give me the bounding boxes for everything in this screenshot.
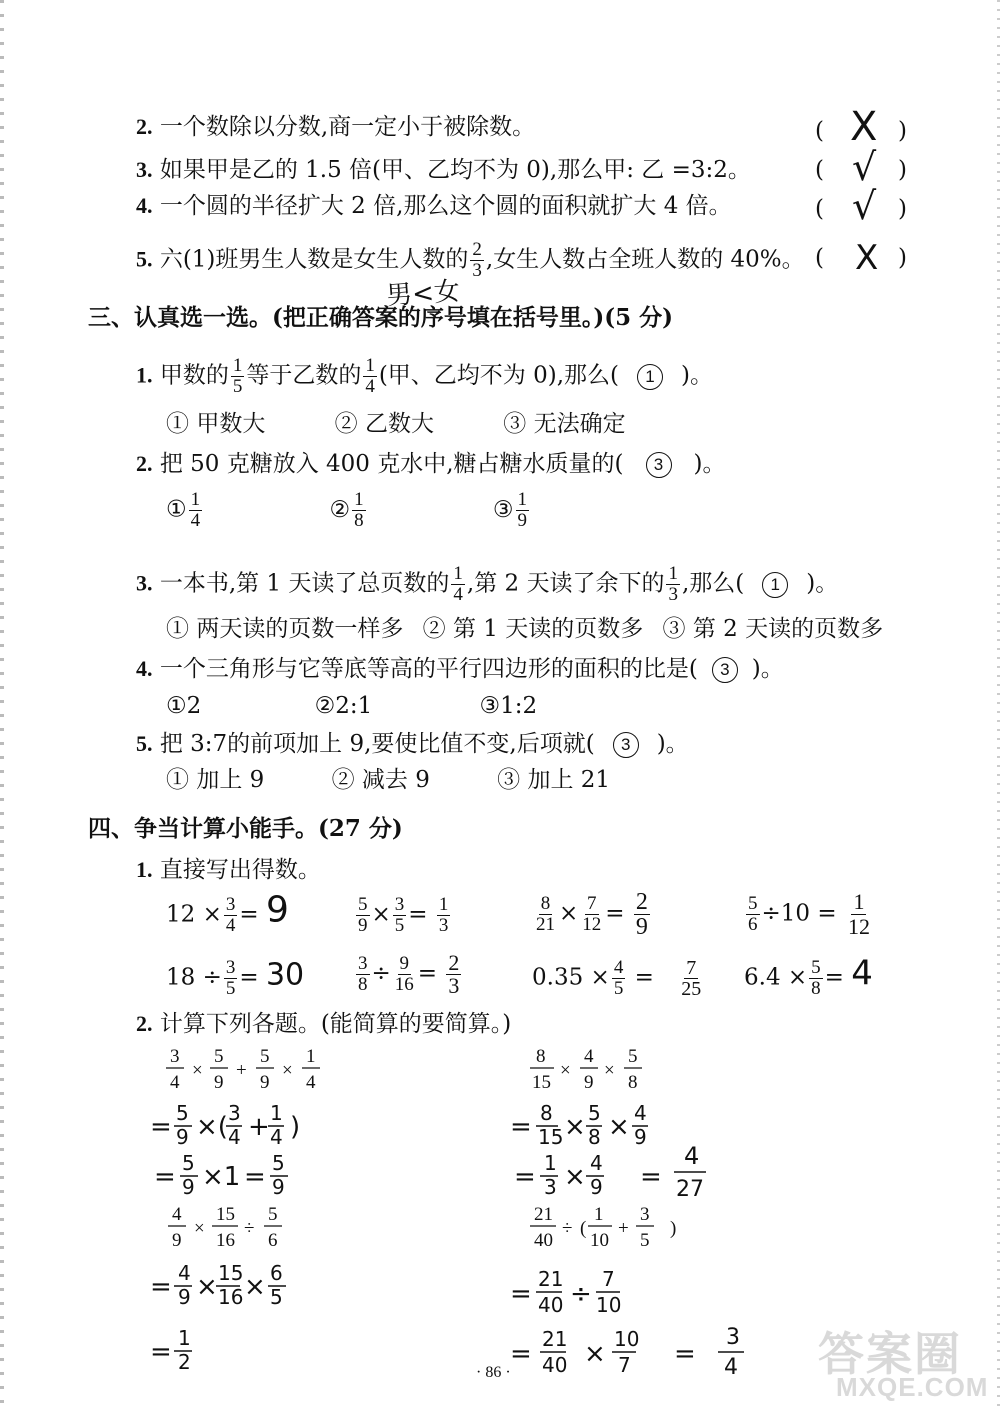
svg-text:1: 1 xyxy=(544,1151,557,1175)
check-mark-answer: √ xyxy=(852,145,877,189)
watermark-url: MXQE.COM xyxy=(836,1372,989,1402)
choice-question-5: 5. 把 3:7的前项加上 9,要使比值不变,后项就( 3 )。 xyxy=(136,731,689,757)
svg-text:): ) xyxy=(670,1218,677,1239)
svg-text:9: 9 xyxy=(260,1072,270,1093)
svg-text:3: 3 xyxy=(170,1046,180,1067)
svg-text:×: × xyxy=(584,1339,606,1369)
svg-text:×: × xyxy=(244,1272,266,1302)
svg-text:=: = xyxy=(640,1162,662,1192)
judge-item-2 xyxy=(136,113,535,141)
answer-circle: 1 xyxy=(637,364,663,390)
svg-text:21: 21 xyxy=(534,1204,553,1225)
item-text: 六(1)班男生人数是女生人数的 xyxy=(159,246,469,273)
svg-text:4: 4 xyxy=(228,1125,241,1149)
fraction: $\frac{1}{5}$ xyxy=(232,355,243,397)
options-q1: ① 甲数大 ② 乙数大 ③ 无法确定 xyxy=(166,411,626,437)
svg-text:4: 4 xyxy=(634,1101,647,1125)
svg-text:=: = xyxy=(150,1272,172,1302)
svg-text:×: × xyxy=(564,1162,586,1192)
svg-text:27: 27 xyxy=(676,1177,704,1202)
svg-text:4: 4 xyxy=(684,1142,700,1170)
svg-text:1: 1 xyxy=(178,1326,191,1350)
answer-paren-2: ( xyxy=(815,118,824,144)
svg-text:=: = xyxy=(150,1337,172,1367)
svg-text:4: 4 xyxy=(170,1072,180,1093)
handwritten-answer: 30 xyxy=(265,957,305,993)
paren-close: ) xyxy=(898,245,907,271)
svg-text:40: 40 xyxy=(542,1353,568,1377)
item-text: 一个数除以分数,商一定小于被除数。 xyxy=(159,114,536,140)
oral-calc-6: $\frac{3}{8}$ ÷ $\frac{9}{16}$ = $\frac{2}{3}$ xyxy=(358,950,460,998)
svg-text:40: 40 xyxy=(538,1293,564,1317)
svg-text:8: 8 xyxy=(540,1101,553,1125)
handwritten-note: 男<女 xyxy=(385,276,461,312)
handwritten-answer: $\frac{2}{3}$ xyxy=(448,950,460,998)
svg-text:21: 21 xyxy=(542,1327,568,1351)
svg-text:1: 1 xyxy=(306,1046,316,1067)
problem-c-expression xyxy=(168,1204,282,1251)
svg-text:×: × xyxy=(282,1060,293,1081)
handwritten-answer: 4 xyxy=(851,953,873,994)
svg-text:4: 4 xyxy=(590,1151,603,1175)
fraction: $\frac{2}{3}$ xyxy=(472,239,482,281)
svg-text:1: 1 xyxy=(594,1204,604,1225)
oral-calc-8: 6.4 × $\frac{5}{8}$ = 4 xyxy=(744,953,873,999)
handwritten-answer: $\frac{7}{25}$ xyxy=(681,957,702,1000)
answer-circle: 1 xyxy=(762,572,788,598)
oral-calc-3: $\frac{8}{21}$ × $\frac{7}{12}$ = $\frac{2}{9}$ xyxy=(536,889,648,940)
svg-text:×: × xyxy=(196,1272,218,1302)
answer-circle: 3 xyxy=(712,657,738,683)
svg-text:9: 9 xyxy=(178,1285,191,1309)
svg-text:15: 15 xyxy=(218,1261,244,1285)
svg-text:=: = xyxy=(674,1339,696,1369)
judge-item-3 xyxy=(136,156,751,184)
item-text: ,女生人数占全班人数的 40%。 xyxy=(485,246,805,273)
handwritten-answer: $\frac{1}{12}$ xyxy=(847,889,870,939)
page-number: · 86 · xyxy=(476,1364,511,1381)
item-number: 2. xyxy=(136,114,153,139)
svg-text:5: 5 xyxy=(260,1046,270,1067)
svg-text:+: + xyxy=(248,1112,270,1142)
handwritten-working xyxy=(150,1101,744,1380)
answer-paren-4: ( xyxy=(815,196,824,222)
item-number: 4. xyxy=(136,193,153,218)
svg-text:9: 9 xyxy=(182,1175,195,1199)
svg-text:3: 3 xyxy=(640,1204,650,1225)
item-text: 一个圆的半径扩大 2 倍,那么这个圆的面积就扩大 4 倍。 xyxy=(159,193,732,219)
svg-text:9: 9 xyxy=(634,1125,647,1149)
cross-mark-answer: X xyxy=(850,104,878,150)
handwritten-answer: $\frac{1}{3}$ xyxy=(438,894,449,936)
svg-text:4: 4 xyxy=(270,1125,283,1149)
svg-text:2: 2 xyxy=(178,1350,191,1374)
svg-text:3: 3 xyxy=(228,1101,241,1125)
item-number: 5. xyxy=(136,246,153,272)
oral-calc-4: $\frac{5}{6}$ ÷10 = $\frac{1}{12}$ xyxy=(748,889,870,939)
svg-text:4: 4 xyxy=(172,1204,182,1225)
svg-text:5: 5 xyxy=(182,1151,195,1175)
svg-text:=: = xyxy=(510,1112,532,1142)
svg-text:×: × xyxy=(564,1112,586,1142)
calculation-work-area xyxy=(140,1040,880,1380)
watermark-logo-text: 答案圈 xyxy=(818,1328,962,1380)
svg-text:40: 40 xyxy=(534,1230,553,1251)
choice-question-4: 4. 一个三角形与它等底等高的平行四边形的面积的比是( 3 )。 xyxy=(136,656,784,682)
svg-text:6: 6 xyxy=(268,1230,278,1251)
svg-text:9: 9 xyxy=(176,1125,189,1149)
svg-text:1: 1 xyxy=(270,1101,283,1125)
choice-question-1: 1. 甲数的 $\frac{1}{5}$ 等于乙数的 $\frac{1}{4}$ (甲、乙均不为 0),那么( 1 )。 xyxy=(136,355,713,397)
svg-text:×: × xyxy=(604,1060,615,1081)
svg-text:7: 7 xyxy=(602,1267,615,1291)
svg-text:5: 5 xyxy=(640,1230,650,1251)
svg-text:7: 7 xyxy=(618,1353,631,1377)
oral-calc-5: 18 ÷ $\frac{3}{5}$ = 30 xyxy=(166,957,305,999)
oral-calc-7: 0.35 × $\frac{4}{5}$ = $\frac{7}{25}$ xyxy=(532,957,702,1000)
svg-text:5: 5 xyxy=(176,1101,189,1125)
svg-text:÷: ÷ xyxy=(570,1279,592,1309)
section-4-title: 四、争当计算小能手。(27 分) xyxy=(88,815,403,842)
paren-close: ) xyxy=(898,157,907,183)
svg-text:3: 3 xyxy=(544,1175,557,1199)
options-q4: ①2 ②2:1 ③1:2 xyxy=(166,693,538,719)
oral-calc-heading: 1. 直接写出得数。 xyxy=(136,857,321,883)
fraction: $\frac{1}{4}$ xyxy=(365,355,375,397)
svg-text:×1: ×1 xyxy=(202,1162,241,1192)
svg-text:9: 9 xyxy=(272,1175,285,1199)
svg-text:8: 8 xyxy=(588,1125,601,1149)
svg-text:10: 10 xyxy=(614,1327,640,1351)
svg-text:5: 5 xyxy=(214,1046,224,1067)
svg-text:5: 5 xyxy=(628,1046,638,1067)
judge-item-5 xyxy=(136,240,805,281)
svg-text:+: + xyxy=(618,1218,629,1239)
svg-text:5: 5 xyxy=(270,1285,283,1309)
options-q2: ① $\frac{1}{4}$ ② $\frac{1}{8}$ ③ $\frac{1}{9}$ xyxy=(166,489,527,531)
problem-b-expression xyxy=(530,1046,642,1093)
answer-paren-3: ( xyxy=(815,157,824,183)
svg-text:=: = xyxy=(514,1162,536,1192)
answer-paren-5: ( xyxy=(815,245,824,271)
answer-circle: 3 xyxy=(646,452,672,478)
svg-text:5: 5 xyxy=(588,1101,601,1125)
svg-text:9: 9 xyxy=(584,1072,594,1093)
handwritten-answer: 9 xyxy=(265,889,289,931)
judge-item-4 xyxy=(136,192,732,220)
svg-text:+: + xyxy=(236,1060,247,1081)
cross-mark-answer: X xyxy=(855,238,879,278)
svg-text:10: 10 xyxy=(596,1293,622,1317)
svg-text:16: 16 xyxy=(216,1230,235,1251)
svg-text:×: × xyxy=(194,1218,205,1239)
choice-question-2: 2. 把 50 克糖放入 400 克水中,糖占糖水质量的( 3 )。 xyxy=(136,451,726,477)
svg-text:6: 6 xyxy=(270,1261,283,1285)
oral-calc-1: 12 × $\frac{3}{4}$ = 9 xyxy=(166,889,289,936)
svg-text:×: × xyxy=(608,1112,630,1142)
svg-text:=: = xyxy=(510,1279,532,1309)
svg-text:9: 9 xyxy=(214,1072,224,1093)
options-q3: ① 两天读的页数一样多 ② 第 1 天读的页数多 ③ 第 2 天读的页数多 xyxy=(166,616,884,642)
svg-text:15: 15 xyxy=(532,1072,551,1093)
paren-close: ) xyxy=(898,118,907,144)
svg-text:5: 5 xyxy=(268,1204,278,1225)
svg-text:4: 4 xyxy=(584,1046,594,1067)
svg-text:8: 8 xyxy=(628,1072,638,1093)
svg-text:8: 8 xyxy=(536,1046,546,1067)
svg-text:4: 4 xyxy=(178,1261,191,1285)
svg-text:15: 15 xyxy=(538,1125,564,1149)
problem-a-expression xyxy=(166,1046,320,1093)
item-text: 如果甲是乙的 1.5 倍(甲、乙均不为 0),那么甲: 乙 =3:2。 xyxy=(159,157,751,183)
oral-calc-2: $\frac{5}{9}$ × $\frac{3}{5}$ = $\frac{1}{3}$ xyxy=(358,894,449,936)
svg-text:=: = xyxy=(154,1162,176,1192)
svg-text:9: 9 xyxy=(590,1175,603,1199)
svg-text:÷: ÷ xyxy=(244,1218,255,1239)
check-mark-answer: √ xyxy=(852,184,877,228)
svg-text:10: 10 xyxy=(590,1230,609,1251)
svg-text:): ) xyxy=(290,1112,301,1142)
svg-text:×(: ×( xyxy=(196,1112,228,1142)
calc-heading: 2. 计算下列各题。(能简算的要简算。) xyxy=(136,1011,512,1037)
svg-text:3: 3 xyxy=(726,1325,740,1350)
options-q5: ① 加上 9 ② 减去 9 ③ 加上 21 xyxy=(166,767,611,793)
svg-text:×: × xyxy=(560,1060,571,1081)
section-3-title: 三、认真选一选。(把正确答案的序号填在括号里。)(5 分) xyxy=(88,304,674,331)
svg-text:×: × xyxy=(192,1060,203,1081)
svg-text:4: 4 xyxy=(306,1072,316,1093)
svg-text:÷: ÷ xyxy=(562,1218,573,1239)
answer-circle: 3 xyxy=(613,732,639,758)
paren-close: ) xyxy=(898,196,907,222)
problem-d-expression xyxy=(530,1204,676,1251)
choice-question-3: 3. 一本书,第 1 天读了总页数的 $\frac{1}{4}$ ,第 2 天读了余下的 $\frac{1}{3}$ ,那么( 1 )。 xyxy=(136,563,839,605)
svg-text:9: 9 xyxy=(172,1230,182,1251)
svg-text:16: 16 xyxy=(218,1285,244,1309)
svg-text:=: = xyxy=(510,1339,532,1369)
handwritten-answer: $\frac{2}{9}$ xyxy=(635,889,648,940)
item-number: 3. xyxy=(136,157,153,182)
svg-text:(: ( xyxy=(580,1218,587,1239)
svg-text:5: 5 xyxy=(272,1151,285,1175)
svg-text:21: 21 xyxy=(538,1267,564,1291)
svg-text:=: = xyxy=(150,1112,172,1142)
svg-text:=: = xyxy=(244,1162,266,1192)
svg-text:15: 15 xyxy=(216,1204,235,1225)
svg-text:4: 4 xyxy=(724,1355,738,1380)
left-binding-edge xyxy=(0,0,4,1408)
